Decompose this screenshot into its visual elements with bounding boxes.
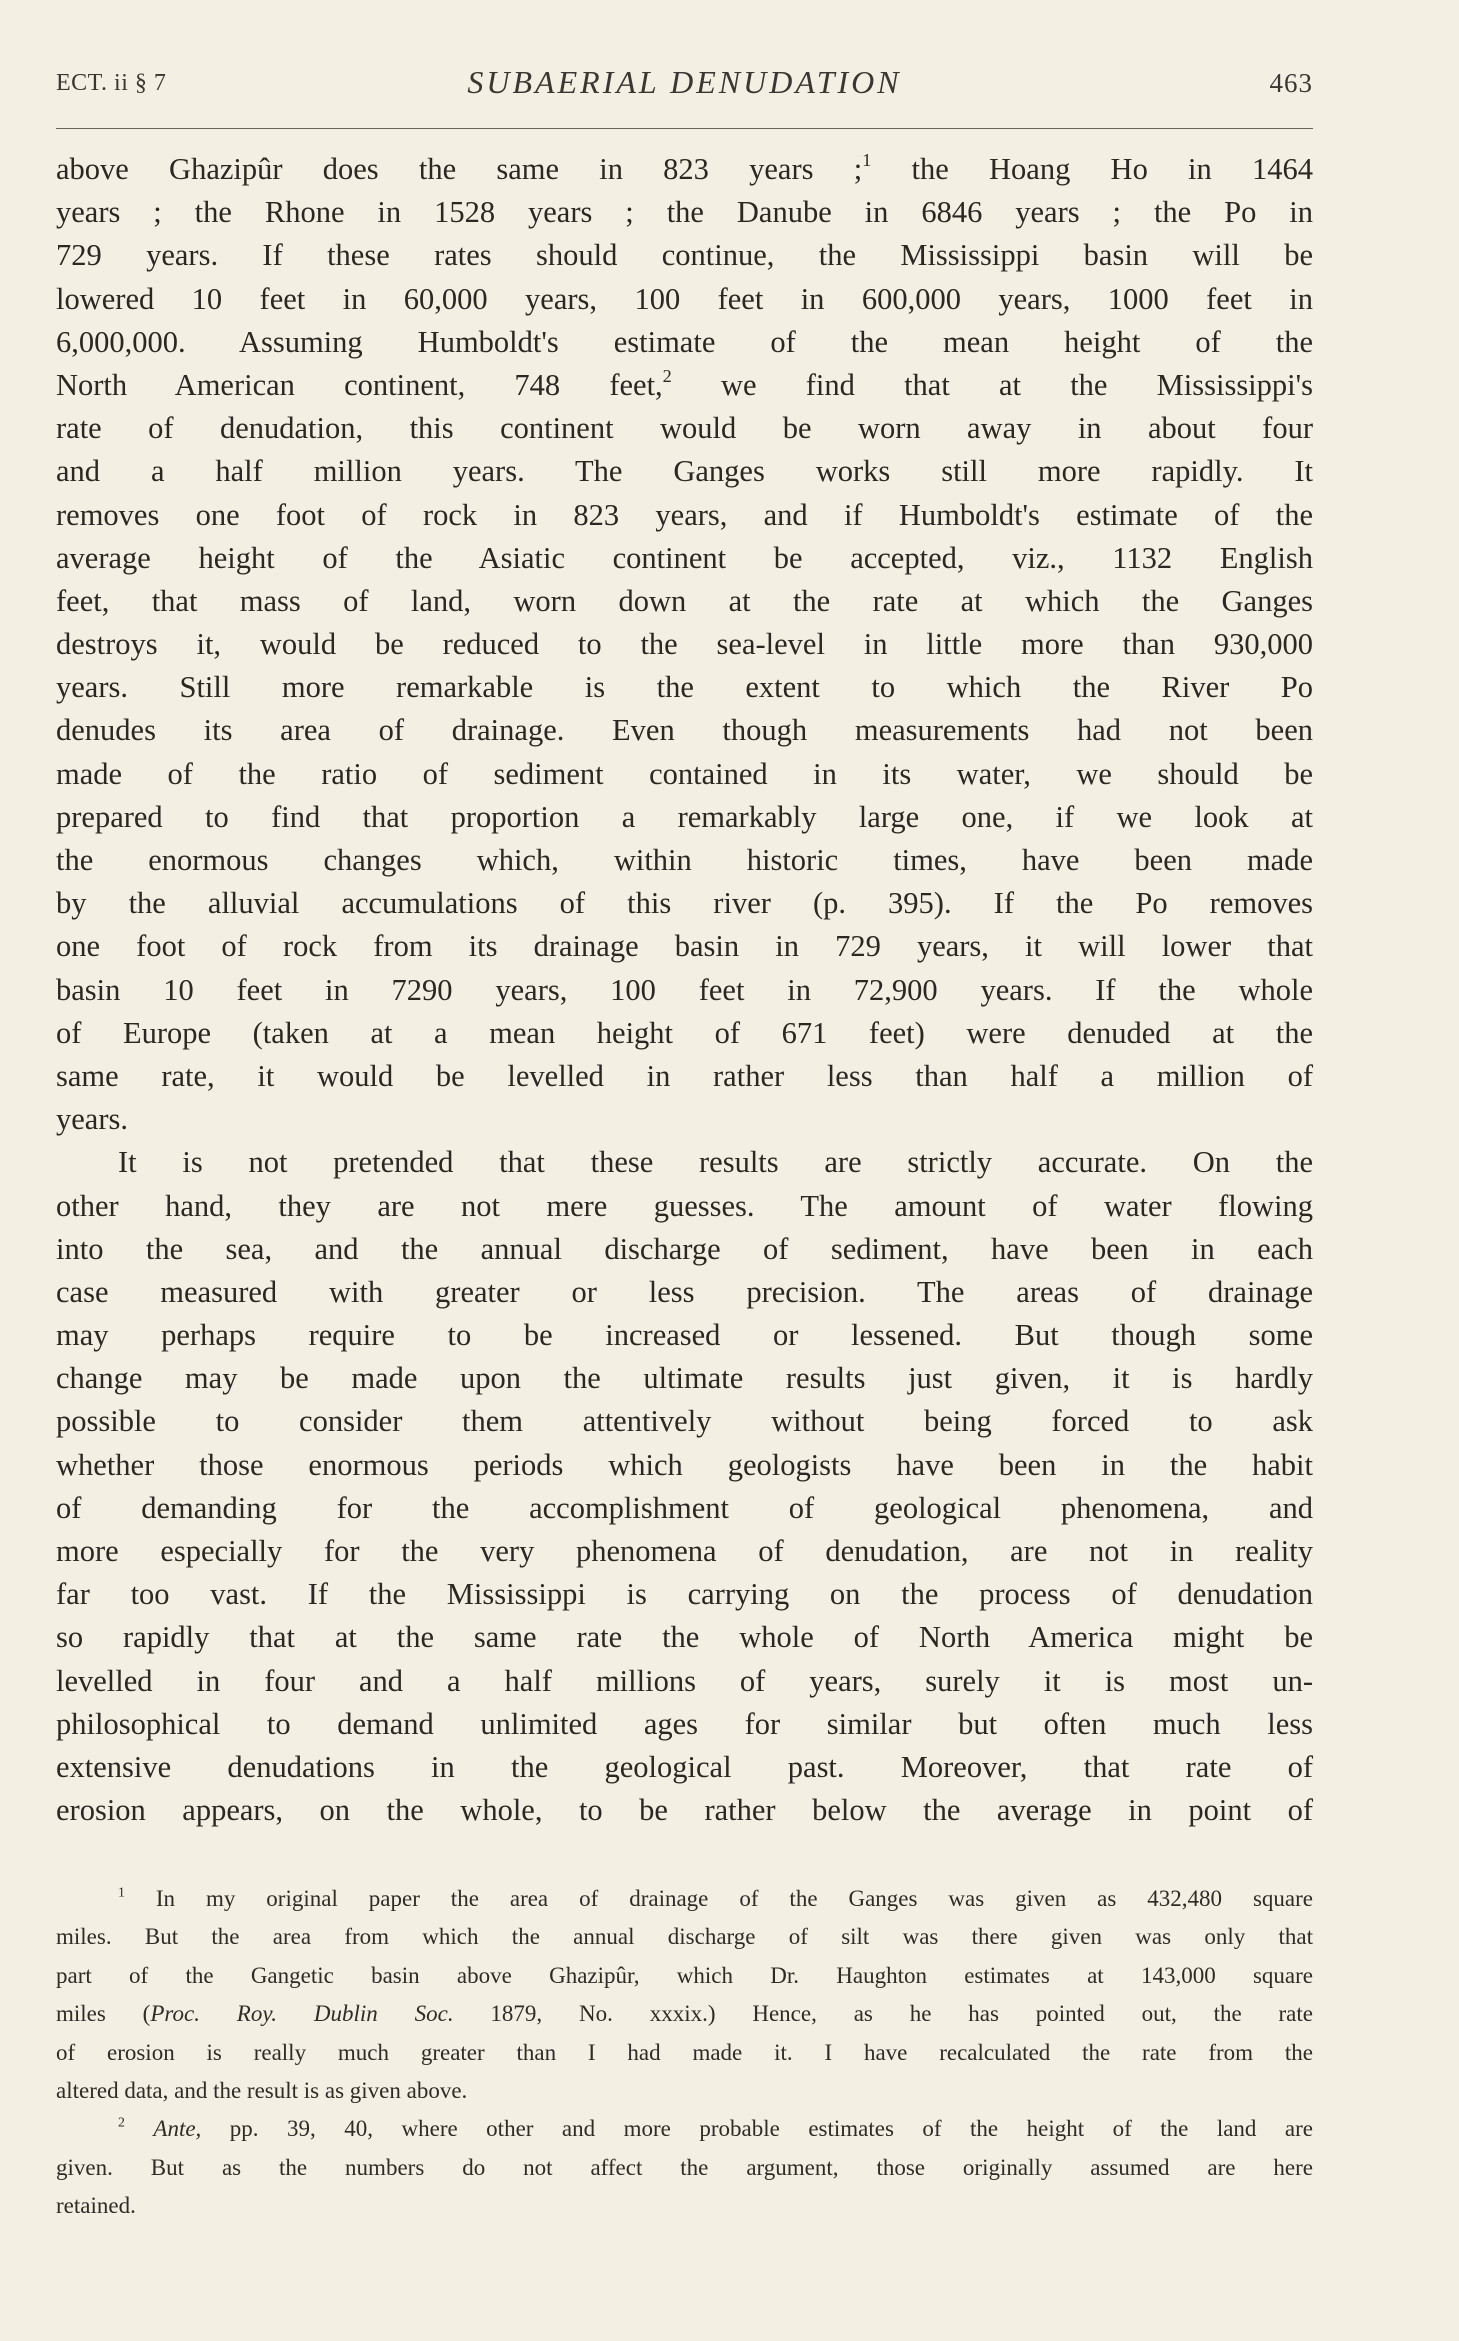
- running-title: SUBAERIAL DENUDATION: [467, 64, 902, 100]
- footnote-1-line: altered data, and the result is as given above.: [56, 2077, 468, 2103]
- text-line: case measured with greater or less precision. The areas of drainage: [56, 1274, 1313, 1309]
- text-line: North American continent, 748 feet,$^2$ we find that at the Mississippi's: [56, 366, 1313, 402]
- text-line: made of the ratio of sediment contained in its water, we should be: [56, 756, 1313, 791]
- footnote-ref-2[interactable]: 2: [662, 366, 672, 387]
- text-line: by the alluvial accumulations of this river (p. 395). If the Po removes: [56, 886, 1313, 921]
- footnote-1-line: of erosion is really much greater than I had made it. I have recalculated the rate from the: [56, 2039, 1313, 2065]
- text-line: destroys it, would be reduced to the sea-level in little more than 930,000: [56, 627, 1313, 662]
- text-line: feet, that mass of land, worn down at the rate at which the Ganges: [56, 583, 1313, 618]
- text-line: above Ghazipûr does the same in 823 years ;$^1$ the Hoang Ho in 1464: [56, 150, 1313, 186]
- text-line: years ; the Rhone in 1528 years ; the Danube in 6846 years ; the Po in: [56, 195, 1313, 230]
- text-line: more especially for the very phenomena of denudation, are not in reality: [56, 1534, 1313, 1568]
- text-line: into the sea, and the annual discharge of sediment, have been in each: [56, 1231, 1313, 1266]
- ante-reference: Ante,: [153, 2116, 202, 2142]
- text-line: same rate, it would be levelled in rather less than half a million of: [56, 1058, 1313, 1093]
- text-line: extensive denudations in the geological past. Moreover, that rate of: [56, 1749, 1313, 1784]
- header-rule: [56, 128, 1313, 129]
- footnote-1-line: $^1$ In my original paper the area of drainage of the Ganges was given as 432,480 square: [118, 1884, 1313, 1911]
- footnote-2-line: given. But as the numbers do not affect the argument, those originally assumed are here: [56, 2154, 1313, 2180]
- text-line: far too vast. If the Mississippi is carrying on the process of denudation: [56, 1577, 1313, 1612]
- text-line: so rapidly that at the same rate the whole of North America might be: [56, 1620, 1313, 1655]
- text-line: lowered 10 feet in 60,000 years, 100 feet in 600,000 years, 1000 feet in: [56, 281, 1313, 316]
- footnote-1-mark: 1: [118, 1884, 125, 1900]
- text-line: may perhaps require to be increased or lessened. But though some: [56, 1318, 1313, 1353]
- footnote-1-line: miles. But the area from which the annual discharge of silt was there given was only that: [56, 1924, 1313, 1950]
- page-number: 463: [1269, 68, 1313, 98]
- footnote-2-line: $^2$ Ante, pp. 39, 40, where other and more probable estimates of the height of the land are: [118, 2114, 1313, 2142]
- text-line: the enormous changes which, within historic times, have been made: [56, 843, 1313, 877]
- text-line: average height of the Asiatic continent be accepted, viz., 1132 English: [56, 540, 1313, 575]
- footnotes: [56, 1880, 1313, 2226]
- text-line: philosophical to demand unlimited ages for similar but often much less: [56, 1706, 1313, 1741]
- text-line: 6,000,000. Assuming Humboldt's estimate of the mean height of the: [56, 324, 1313, 359]
- text-line: rate of denudation, this continent would be worn away in about four: [56, 411, 1313, 446]
- footnote-2-line: retained.: [56, 2193, 136, 2219]
- text-line: It is not pretended that these results are strictly accurate. On the: [118, 1145, 1313, 1180]
- footnote-ref-1[interactable]: 1: [862, 150, 872, 171]
- text-line: possible to consider them attentively without being forced to ask: [56, 1404, 1313, 1439]
- text-line: of Europe (taken at a mean height of 671 feet) were denuded at the: [56, 1015, 1313, 1050]
- text-line: levelled in four and a half millions of years, surely it is most un-: [56, 1663, 1313, 1698]
- text-line: other hand, they are not mere guesses. The amount of water flowing: [56, 1188, 1313, 1223]
- text-line: 729 years. If these rates should continue, the Mississippi basin will be: [56, 238, 1313, 273]
- journal-citation: Proc. Roy. Dublin Soc.: [150, 2001, 454, 2027]
- text-line: of demanding for the accomplishment of geological phenomena, and: [56, 1490, 1313, 1525]
- text-line: and a half million years. The Ganges works still more rapidly. It: [56, 454, 1313, 489]
- text-line: years.: [56, 1102, 128, 1137]
- text-line: years. Still more remarkable is the extent to which the River Po: [56, 670, 1313, 705]
- main-text: [56, 148, 1313, 1832]
- text-line: one foot of rock from its drainage basin in 729 years, it will lower that: [56, 929, 1313, 964]
- footnote-2-mark: 2: [118, 2114, 125, 2130]
- text-line: removes one foot of rock in 823 years, and if Humboldt's estimate of the: [56, 497, 1313, 532]
- text-line: denudes its area of drainage. Even though measurements had not been: [56, 713, 1313, 748]
- text-line: erosion appears, on the whole, to be rather below the average in point of: [56, 1793, 1313, 1828]
- section-reference: ECT. ii § 7: [56, 70, 167, 96]
- text-line: whether those enormous periods which geologists have been in the habit: [56, 1447, 1313, 1482]
- text-line: change may be made upon the ultimate results just given, it is hardly: [56, 1361, 1313, 1396]
- text-line: prepared to find that proportion a remarkably large one, if we look at: [56, 799, 1313, 834]
- footnote-1-line: part of the Gangetic basin above Ghazipûr, which Dr. Haughton estimates at 143,000 square: [56, 1962, 1313, 1988]
- footnote-1-line: miles (Proc. Roy. Dublin Soc. 1879, No. xxxix.) Hence, as he has pointed out, the rate: [56, 2001, 1313, 2027]
- running-header: [56, 62, 1313, 112]
- text-line: basin 10 feet in 7290 years, 100 feet in 72,900 years. If the whole: [56, 972, 1313, 1007]
